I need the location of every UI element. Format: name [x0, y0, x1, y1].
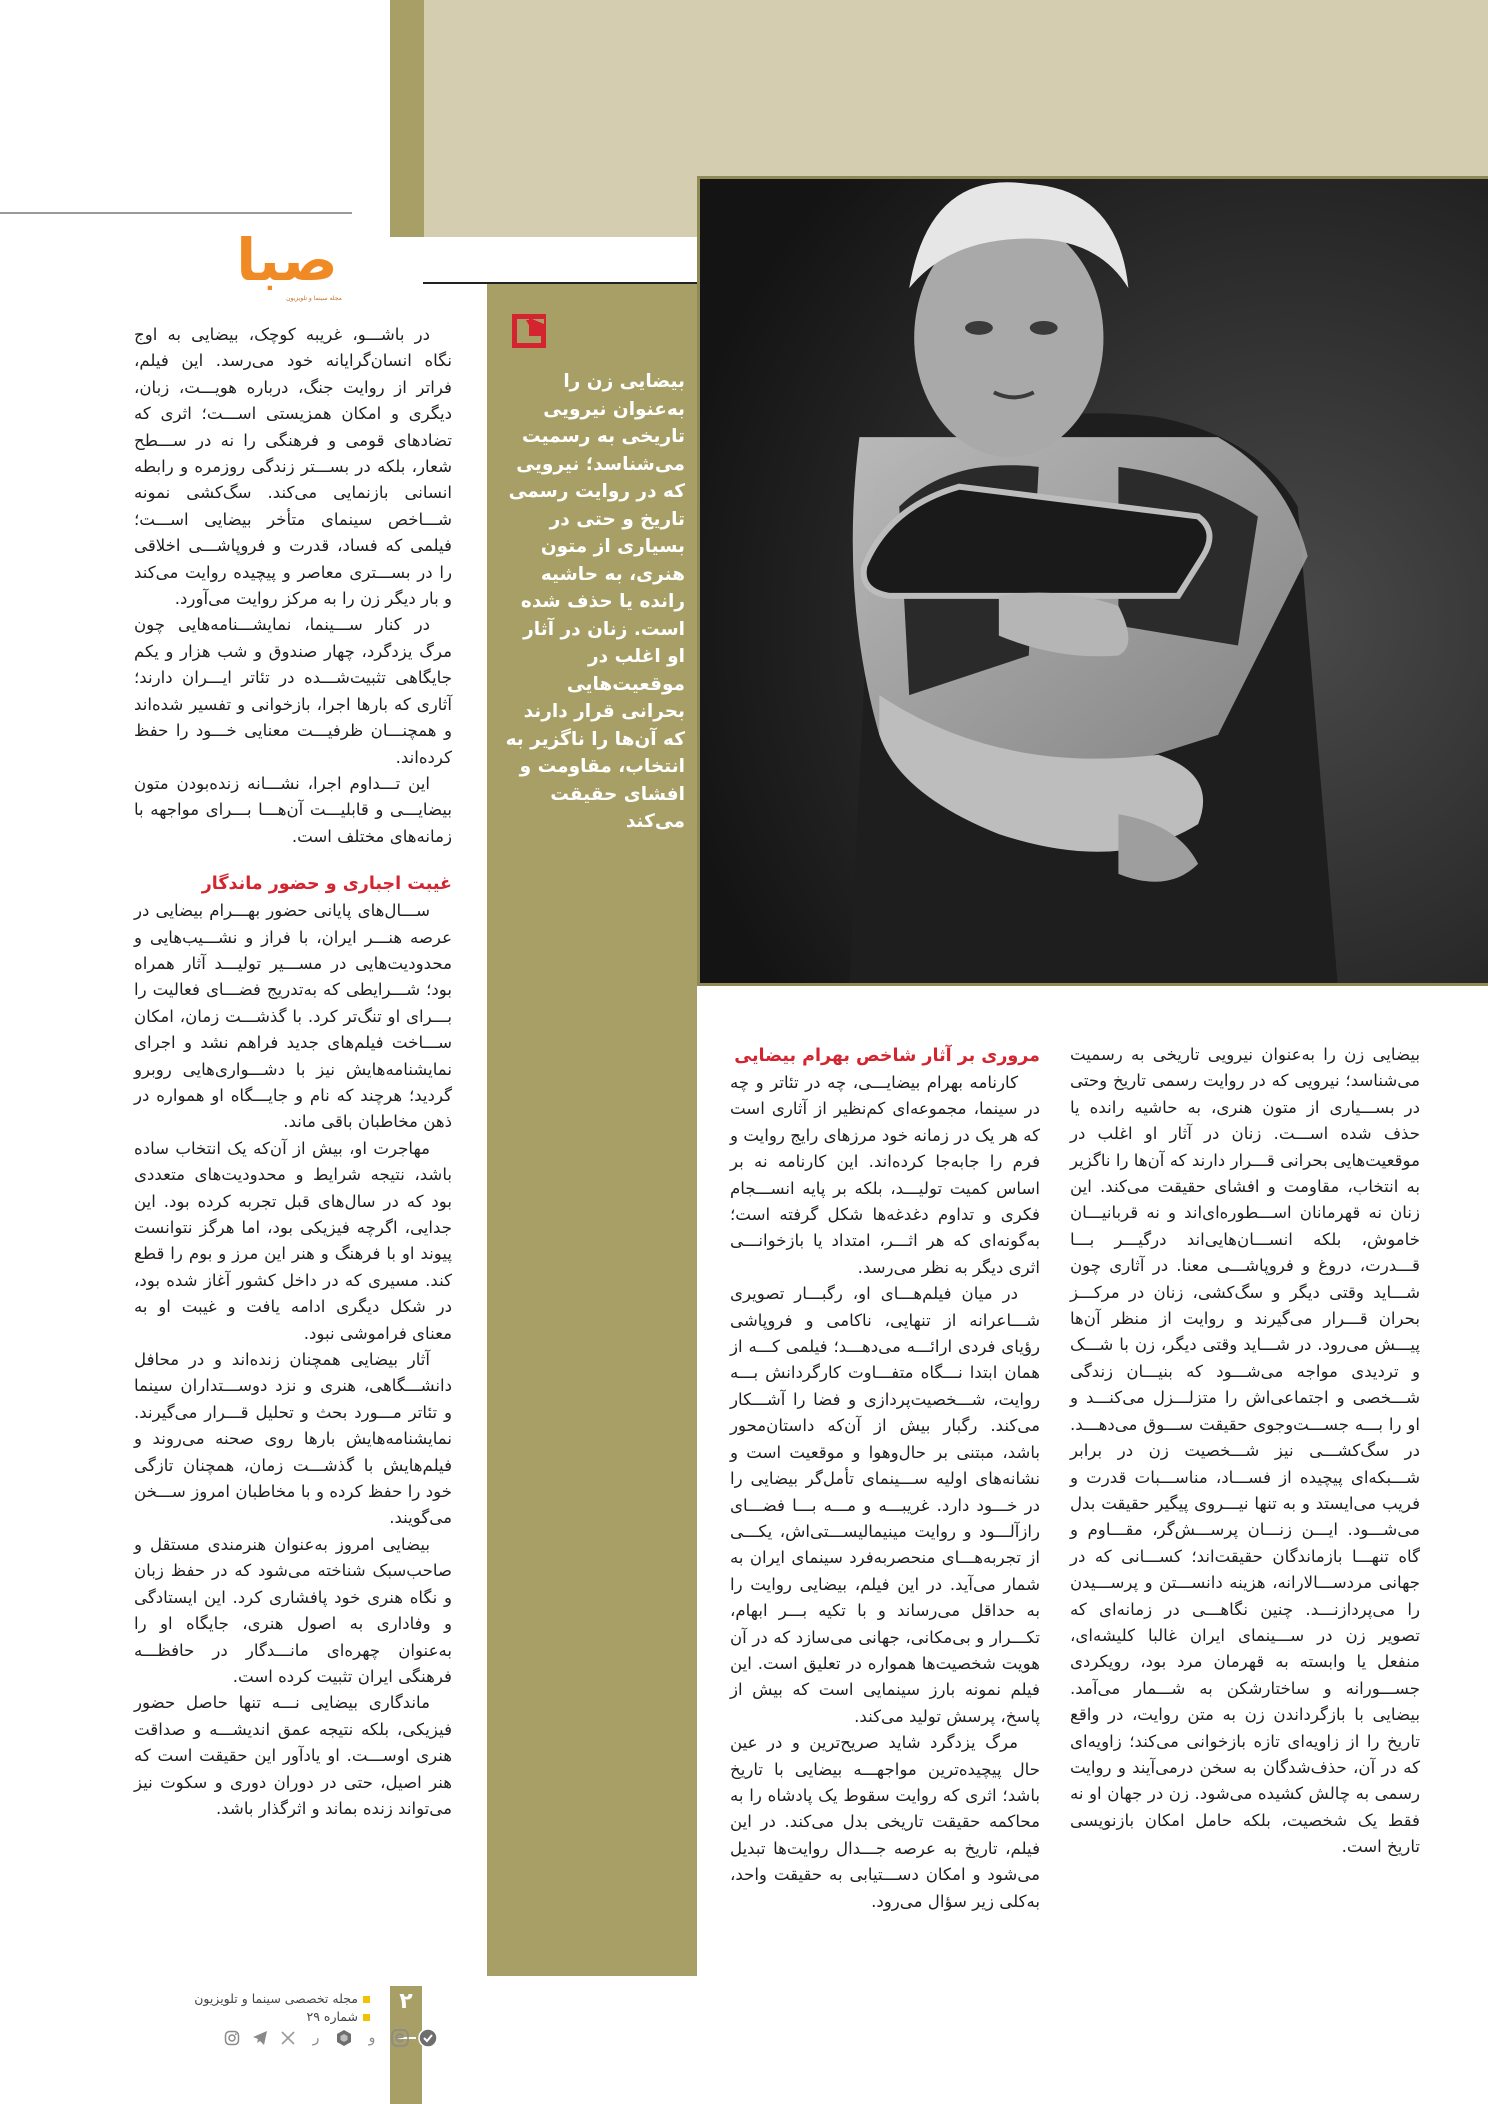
body-paragraph: ســـال‌های پایانی حضور بهـــرام بیضایی در عرصه هنـــر ایران، با فراز و نشـــیب‌هایی و محدودیت‌هایی در مســـیر تولیـــد آثار همراه بود؛ شـــرایطی که به‌تدریج فضـــای فعالیت را بـــرای او تنگ‌تر کرد. با گذشـــت زمان، امکان ســـاخت فیلم‌های جدید فراهم نشد و اجرای نمایشنامه‌هایش نیز با دشـــواری‌هایی روبرو گردید؛ هرچند که نام و جایـــگاه او همواره در ذهن مخاطبان باقی ماند. — [134, 901, 452, 1132]
verified-badge-icon[interactable] — [418, 2028, 438, 2048]
header-divider — [0, 212, 352, 214]
magazine-logo — [222, 220, 352, 305]
telegram-icon[interactable] — [250, 2028, 270, 2048]
footer-publication-info — [194, 1990, 370, 2026]
rubika-icon[interactable] — [334, 2028, 354, 2048]
article-column-middle — [730, 1042, 1040, 1915]
social-glyph-ro: ر — [312, 2030, 320, 2046]
footer-magazine-name: مجله تخصصی سینما و تلویزیون — [194, 1991, 358, 2006]
x-twitter-icon[interactable] — [278, 2028, 298, 2048]
quote-mark-icon — [512, 314, 546, 348]
body-paragraph: این تـــداوم اجرا، نشـــانه زنده‌بودن متون بیضایـــی و قابلیـــت آن‌هـــا بـــرای مواجهه با زمانه‌های مختلف است. — [134, 773, 452, 846]
bullet-icon — [363, 1996, 370, 2003]
body-paragraph: مهاجرت او، بیش از آن‌که یک انتخاب ساده باشد، نتیجه شرایط و محدودیت‌های متعددی بود که در سال‌های قبل تجربه کرده بود. این جدایی، اگرچه فیزیکی بود، اما هرگز نتوانست پیوند او با فرهنگ و هنر این مرز و بوم را قطع کند. مسیری که در داخل کشور آغاز شده بود، در شکل دیگری ادامه یافت و غیبت او به معنای فراموشی نبود. — [134, 1138, 452, 1343]
pull-quote: بیضایی زن را به‌عنوان نیرویی تاریخی به رسمیت می‌شناسد؛ نیرویی که در روایت رسمی تاریخ و حتی در بسیاری از متون هنری، به حاشیه رانده یا حذف شده است. زنان در آثار او اغلب در موقعیت‌هایی بحرانی قرار دارند که آن‌ها را ناگزیر به انتخاب، مقاومت و افشای حقیقت می‌کند — [505, 371, 685, 832]
body-paragraph: در میان فیلم‌هـــای او، رگبـــار تصویری شـــاعرانه از تنهایی، ناکامی و فروپاشی رؤیای فردی ارائـــه می‌دهـــد؛ فیلمی کـــه از همان ابتدا نـــگاه متفـــاوت کارگردانش بـــه روایت، شـــخصیت‌پردازی و فضا را آشـــکار می‌کند. رگبار بیش از آن‌که داستان‌محور باشد، مبتنی بر حال‌وهوا و موقعیت است و نشانه‌های اولیه ســـینمای تأمل‌گر بیضایی را در خـــود دارد. غریبـــه و مـــه بـــا فضـــای رازآلـــود و روایت مینیمالیســـتی‌اش، یکـــی از تجربه‌هـــای منحصربه‌فرد سینمای ایران به شمار می‌آید. در این فیلم، بیضایی روایت را به حداقل می‌رساند و با تکیه بـــر ابهام، تکـــرار و بی‌مکانی، جهانی می‌سازد که در آن هویت شخصیت‌ها همواره در تعلیق است. این فیلم نمونه بارز سینمایی است که بیش از پاسخ، پرسش تولید می‌کند. — [730, 1284, 1040, 1726]
article-column-right — [1070, 1042, 1420, 1861]
logo-wordmark: صبا — [236, 226, 338, 294]
body-paragraph: کارنامه بهرام بیضایـــی، چه در تئاتر و چه در سینما، مجموعه‌ای کم‌نظیر از آثاری است که هر یک در زمانه خود مرزهای رایج روایت و فرم را جابه‌جا کرده‌اند. این کارنامه نه بر اساس کمیت تولیـــد، بلکه بر پایه انســـجام فکری و تداوم دغدغه‌ها شکل گرفته است؛ به‌گونه‌ای که هر اثـــر، امتداد یا بازخوانـــی اثری دیگر به نظر می‌رسد. — [730, 1073, 1040, 1277]
portrait-photo — [697, 176, 1488, 986]
instagram-icon[interactable] — [222, 2028, 242, 2048]
body-paragraph: در باشـــو، غریبه کوچک، بیضایی به اوج نگاه انسان‌گرایانه خود می‌رسد. این فیلم، فراتر از روایت جنگ، درباره هویـــت، زبان، دیگری و امکان همزیستی اســـت؛ اثری که تضادهای قومی و فرهنگی را نه در ســـطح شعار، بلکه در بســـتر زندگی روزمره و رابطه انسانی بازنمایی می‌کند. سگ‌کشی نمونه شـــاخص سینمای متأخر بیضایی اســـت؛ فیلمی که فساد، قدرت و فروپاشـــی اخلاقی را در بســـتری معاصر و پیچیده روایت می‌کند و بار دیگر زن را به مرکز روایت می‌آورد. — [134, 325, 452, 609]
body-paragraph: در کنار ســـینما، نمایشـــنامه‌هایی چون مرگ یزدگرد، چهار صندوق و شب هزار و یکم جایگاهی تثبیت‌شـــده در تئاتر ایـــران دارند؛ آثاری که بارها اجرا، بازخوانی و تفسیر شده‌اند و همچنـــان ظرفیـــت معنایی خـــود را حفظ کرده‌اند. — [134, 615, 452, 767]
logo-subtitle: مجله سینما و تلویزیون — [286, 295, 342, 302]
body-paragraph: بیضایی زن را به‌عنوان نیرویی تاریخی به رسمیت می‌شناسد؛ نیرویی که در روایت رسمی تاریخ وحتی در بســـیاری از متون هنری، به حاشیه رانده یا حذف شده اســـت. زنان در آثار او اغلب در موقعیت‌هایی بحرانی قـــرار دارند که آن‌ها را ناگزیر به انتخاب، مقاومت و افشای حقیقت می‌کند. این زنان نه قهرمانان اســـطوره‌ای‌اند و نه قربانیـــان خاموش، بلکه انســـان‌هایی‌اند درگیـــر بـــا قـــدرت، دروغ و فروپاشـــی معنا. در آثاری چون شـــاید وقتی دیگر و سگ‌کشی، زنان در مرکـــز بحران قـــرار می‌گیرند و روایت از منظر آن‌ها پیـــش می‌رود. در شـــاید وقتی دیگر، زن با شـــک و تردیدی مواجه می‌شـــود که بنیـــان زندگی شـــخصی و اجتماعی‌اش را متزلـــزل می‌کنـــد و او را بـــه جســـت‌وجوی حقیقت ســـوق می‌دهـــد. در سگ‌کشـــی نیز شـــخصیت زن در برابر شـــبکه‌ای پیچیده از فســـاد، مناســـبات قدرت و فریب می‌ایستد و به تنها نیـــروی پیگیر حقیقت بدل می‌شـــود. ایـــن زنـــان پرســـش‌گر، مقـــاوم و گاه تنهـــا بازماندگان حقیقت‌اند؛ کســـانی که در جهانی مردســـالارانه، هزینه دانســـتن و پرســـیدن را می‌پردازنـــد. چنین نگاهـــی در زمانه‌ای که تصویر زن در ســـینمای ایران غالبا کلیشه‌ای، منفعل یا وابسته به قهرمان مرد بود، رویکردی جســـورانه و ساختارشکن به شـــمار می‌آمد. بیضایی با بازگرداندن زن به متن روایت، در واقع تاریخ را از زاویه‌ای تازه بازخوانی می‌کند؛ زاویه‌ای که در آن، حذف‌شدگان به سخن درمی‌آیند و روایت رسمی به چالش کشیده می‌شود. زن در جهان او نه فقط یک شخصیت، بلکه حامل امکان بازنویسی تاریخ است. — [1070, 1045, 1420, 1857]
footer-issue-number: شماره ۲۹ — [306, 2009, 358, 2024]
body-paragraph: آثار بیضایی همچنان زنده‌اند و در محافل دانشـــگاهی، هنری و نزد دوســـتداران سینما و تئاتر مـــورد بحث و تحلیل قـــرار می‌گیرند. نمایشنامه‌هایش بارها روی صحنه می‌روند و فیلم‌هایش با گذشـــت زمان، همچنان تازگی خود را حفظ کرده و با مخاطبان امروز ســـخن می‌گویند. — [134, 1350, 452, 1528]
portrait-illustration — [700, 179, 1488, 983]
top-olive-stripe — [390, 0, 424, 237]
body-paragraph: بیضایی امروز به‌عنوان هنرمندی مستقل و صاحب‌سبک شناخته می‌شود که در حفظ زبان و نگاه هنری خود پافشاری کرد. این ایستادگی و وفاداری به اصول هنری، جایگاه او را به‌عنوان چهره‌ای مانـــدگار در حافظـــه فرهنگی ایران تثبیت کرده است. — [134, 1534, 452, 1686]
body-paragraph: ماندگاری بیضایی نـــه تنها حاصل حضور فیزیکی، بلکه نتیجه عمق اندیشـــه و صداقت هنری اوســـت. او یادآور این حقیقت است که هنر اصیل، حتی در دوران دوری و سکوت نیز می‌تواند زنده بماند و اثرگذار باشد. — [134, 1693, 452, 1818]
pull-quote-top-rule — [423, 282, 699, 284]
page-number: ۲ — [399, 1989, 413, 2014]
article-column-left — [134, 322, 452, 1822]
social-links — [222, 2027, 438, 2049]
bullet-icon — [363, 2014, 370, 2021]
eitaa-icon[interactable] — [390, 2028, 410, 2048]
section-heading: غیبت اجباری و حضور ماندگار — [201, 874, 452, 895]
body-paragraph: مرگ یزدگرد شاید صریح‌ترین و در عین حال پیچیده‌ترین مواجهـــه بیضایی با تاریخ باشد؛ اثری که روایت سقوط یک پادشاه را به محاکمه حقیقت تاریخی بدل می‌کند. در این فیلم، تاریخ به عرصه جـــدال روایت‌ها تبدیل می‌شود و امکان دســـتیابی به حقیقت واحد، به‌کلی زیر سؤال می‌رود. — [730, 1733, 1040, 1911]
section-heading: مروری بر آثار شاخص بهرام بیضایی — [734, 1046, 1040, 1066]
social-glyph-va: و — [368, 2030, 376, 2046]
